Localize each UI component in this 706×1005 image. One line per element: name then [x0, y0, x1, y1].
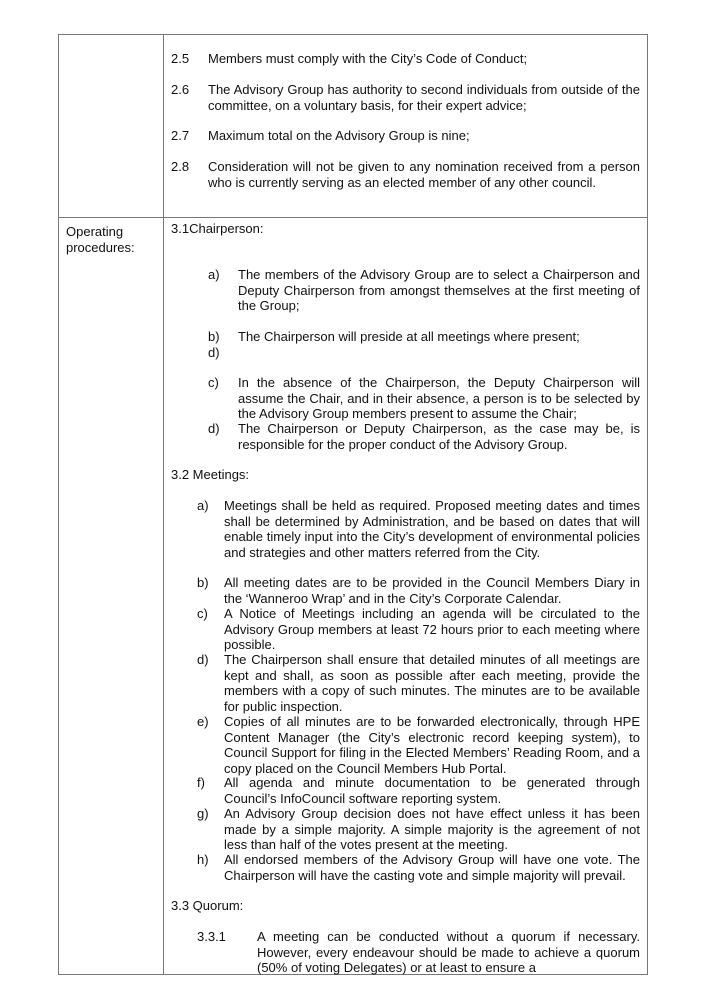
- list-marker: e): [197, 714, 209, 729]
- section-heading-quorum: 3.3 Quorum:: [171, 898, 244, 913]
- list-marker: f): [197, 775, 205, 790]
- list-item: A Notice of Meetings including an agenda will be circulated to the Advisory Group members at least 72 hours prior to each meeting where possible.: [224, 606, 640, 652]
- list-item: Copies of all minutes are to be forwarded electronically, through HPE Content Manager (the City’s electronic record keeping system), to Council Support for filing in the Elected Members’ Reading Room, and a copy placed on the Council Members Hub Portal.: [224, 714, 640, 776]
- list-item: In the absence of the Chairperson, the Deputy Chairperson will assume the Chair, and in their absence, a person is to be selected by the Advisory Group members present to assume the Chair;: [238, 375, 640, 421]
- column-divider: [163, 34, 164, 975]
- item-number: 2.5: [171, 51, 190, 66]
- item-number: 2.6: [171, 82, 190, 97]
- section-heading-meetings: 3.2 Meetings:: [171, 467, 250, 482]
- list-marker: h): [197, 852, 209, 867]
- item-text: Maximum total on the Advisory Group is nine;: [208, 128, 470, 143]
- list-marker: a): [208, 267, 220, 282]
- list-item: The Chairperson will preside at all meetings where present;: [238, 329, 580, 344]
- list-item: The Chairperson or Deputy Chairperson, as the case may be, is responsible for the proper conduct of the Advisory Group.: [238, 421, 640, 452]
- list-marker: g): [197, 806, 209, 821]
- list-marker: b): [197, 575, 209, 590]
- list-marker: d): [208, 421, 220, 436]
- list-marker: c): [197, 606, 208, 621]
- item-number: 2.7: [171, 128, 190, 143]
- list-marker: c): [208, 375, 219, 390]
- section-heading-chairperson: 3.1Chairperson:: [171, 221, 264, 236]
- list-item: The members of the Advisory Group are to select a Chairperson and Deputy Chairperson from amongst themselves at the first meeting of the Group;: [238, 267, 640, 313]
- list-marker: d): [208, 345, 220, 360]
- list-item: All agenda and minute documentation to be generated through Council’s InfoCouncil software reporting system.: [224, 775, 640, 806]
- list-marker: a): [197, 498, 209, 513]
- list-item: An Advisory Group decision does not have effect unless it has been made by a simple majority. A simple majority is the agreement of not less than half of the votes present at the meeting.: [224, 806, 640, 852]
- list-item: The Chairperson shall ensure that detailed minutes of all meetings are kept and shall, as soon as possible after each meeting, provide the members with a copy of such minutes. The minutes are to be available for public inspection.: [224, 652, 640, 714]
- list-item: All meeting dates are to be provided in the Council Members Diary in the ‘Wanneroo Wrap’ and in the City’s Corporate Calendar.: [224, 575, 640, 606]
- row-divider: [58, 217, 648, 218]
- item-number: 2.8: [171, 159, 190, 174]
- list-item: All endorsed members of the Advisory Group will have one vote. The Chairperson will have the casting vote and simple majority will prevail.: [224, 852, 640, 883]
- item-text: Consideration will not be given to any nomination received from a person who is currently serving as an elected member of any other council.: [208, 159, 640, 190]
- operating-procedures-label: Operating procedures:: [66, 224, 135, 255]
- item-number: 3.3.1: [197, 929, 226, 944]
- item-text: A meeting can be conducted without a quorum if necessary. However, every endeavour should be made to achieve a quorum (50% of voting Delegates) or at least to ensure a: [257, 929, 640, 975]
- list-marker: d): [197, 652, 209, 667]
- item-text: Members must comply with the City’s Code of Conduct;: [208, 51, 528, 66]
- item-text: The Advisory Group has authority to second individuals from outside of the committee, on a voluntary basis, for their expert advice;: [208, 82, 640, 113]
- list-item: Meetings shall be held as required. Proposed meeting dates and times shall be determined by Administration, and be based on dates that will enable timely input into the City’s development of environmental policies and strategies and other matters referred from the City.: [224, 498, 640, 560]
- list-marker: b): [208, 329, 220, 344]
